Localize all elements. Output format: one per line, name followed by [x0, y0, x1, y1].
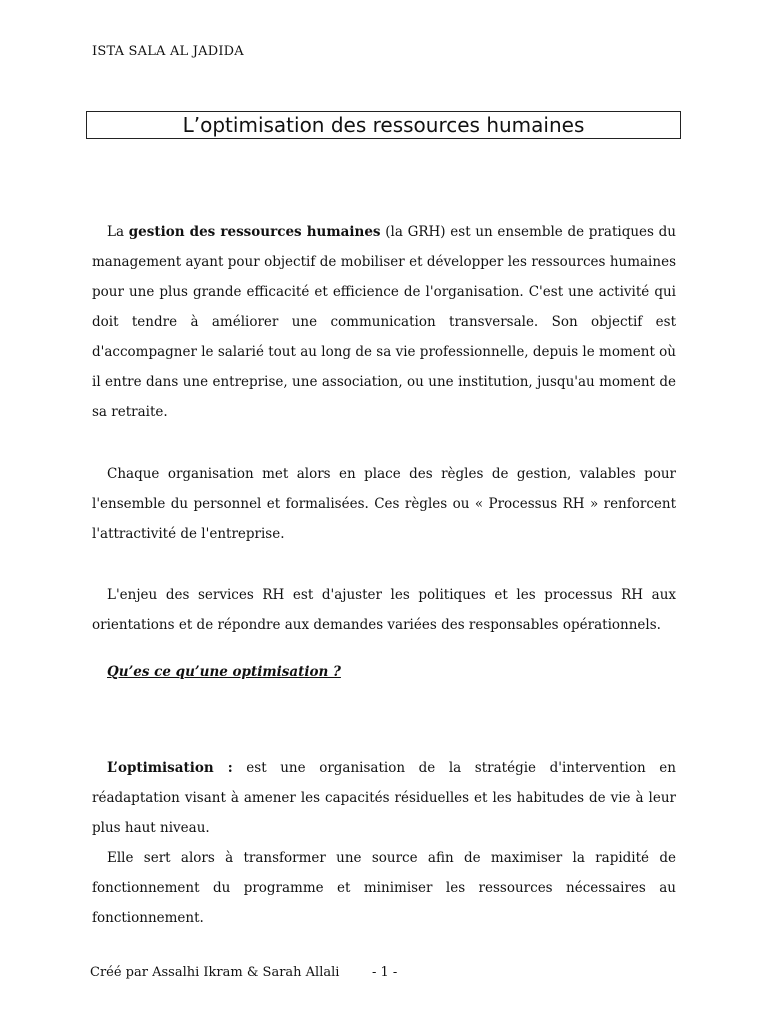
- paragraph-1-text: (la GRH) est un ensemble de pratiques du management ayant pour objectif de mobiliser et développer les ressources humaines pour une plus grande efficacité et efficience de l'organisation. C'est une activité qui doit tendre à améliorer une communication transversale. Son objectif est d'accompagner le salarié tout au long de sa vie professionnelle, depuis le moment où il entre dans une entreprise, une association, ou une institution, jusqu'au moment de sa retraite.: [92, 224, 676, 420]
- paragraph-4-text: est une organisation de la stratégie d'intervention en réadaptation visant à amener les capacités résiduelles et les habitudes de vie à leur plus haut niveau.: [92, 760, 676, 836]
- document-header: ISTA SALA AL JADIDA: [92, 44, 244, 59]
- paragraph-1-intro: La: [107, 224, 129, 240]
- paragraph-grh-definition: [92, 217, 676, 427]
- page-title: [86, 111, 681, 139]
- paragraph-optimisation-purpose: Elle sert alors à transformer une source afin de maximiser la rapidité de fonctionnement du programme et minimiser les ressources nécessaires au fonctionnement.: [92, 850, 676, 926]
- paragraph-optimisation-definition: [92, 753, 676, 843]
- paragraph-rules: Chaque organisation met alors en place des règles de gestion, valables pour l'ensemble du personnel et formalisées. Ces règles ou « Processus RH » renforcent l'attractivité de l'entreprise.: [92, 466, 676, 542]
- paragraph-4-bold-term: L’optimisation :: [107, 760, 233, 776]
- footer-page-number: - 1 -: [372, 965, 398, 980]
- paragraph-stakes: L'enjeu des services RH est d'ajuster les politiques et les processus RH aux orientations et de répondre aux demandes variées des responsables opérationnels.: [92, 587, 676, 633]
- section-question-heading: Qu’es ce qu’une optimisation ?: [107, 664, 341, 680]
- paragraph-1-bold-term: gestion des ressources humaines: [128, 224, 381, 240]
- title-text: L’optimisation des ressources humaines: [182, 113, 585, 137]
- footer-authors: Créé par Assalhi Ikram & Sarah Allali: [90, 965, 340, 980]
